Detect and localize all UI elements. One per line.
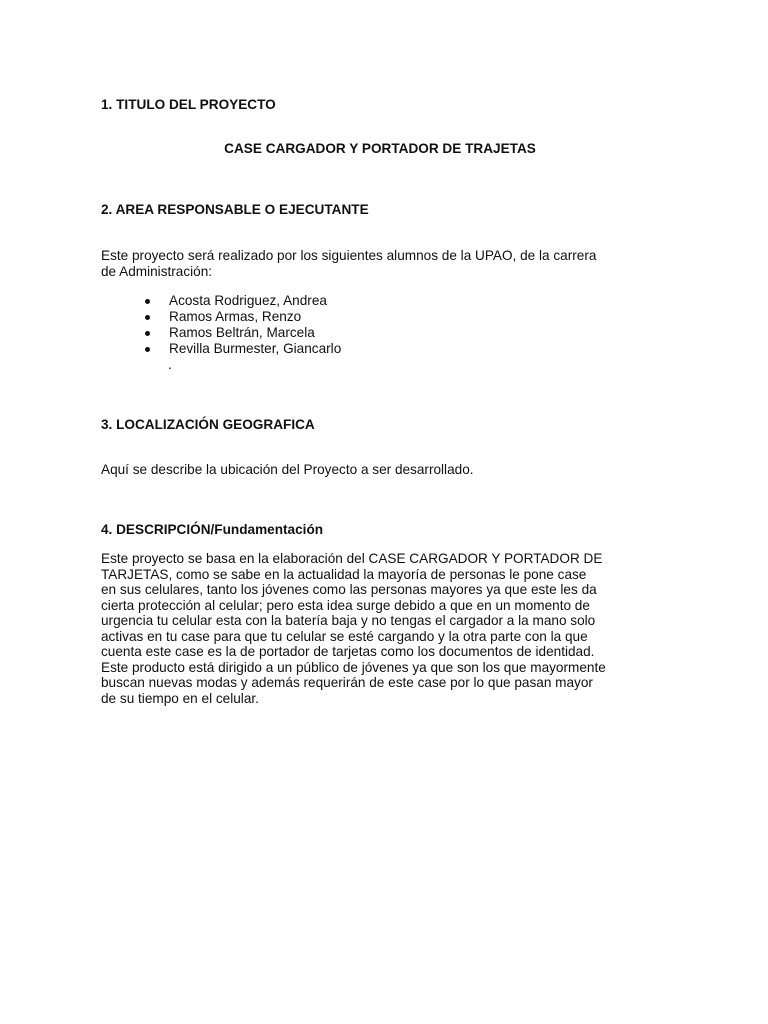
section-4-heading-bold: 4. DESCRIPCIÓN xyxy=(101,522,211,537)
paragraph-line: TARJETAS, como se sabe en la actualidad la mayoría de personas le pone case xyxy=(101,566,587,582)
paragraph-line: en sus celulares, tanto los jóvenes como las personas mayores ya que este les da xyxy=(101,582,597,597)
student-name: Ramos Armas, Renzo xyxy=(169,309,302,324)
paragraph-line: cuenta este case es la de portador de tarjetas como los documentos de identidad. xyxy=(101,644,595,659)
paragraph-line: de su tiempo en el celular. xyxy=(101,690,259,706)
section-2-heading: 2. AREA RESPONSABLE O EJECUTANTE xyxy=(101,202,369,217)
paragraph-line: urgencia tu celular esta con la batería baja y no tengas el cargador a la mano solo xyxy=(101,613,596,628)
paragraph-line: Este producto está dirigido a un público de jóvenes ya que son los que mayormente xyxy=(101,659,606,675)
student-name: Revilla Burmester, Giancarlo xyxy=(169,341,342,356)
students-list xyxy=(145,293,341,357)
student-item xyxy=(145,325,341,341)
bullet-icon xyxy=(145,331,150,336)
paragraph-line: cierta protección al celular; pero esta idea surge debido a que en un momento de xyxy=(101,597,590,613)
paragraph-line: activas en tu case para que tu celular se esté cargando y la otra parte con la que xyxy=(101,628,588,644)
student-item xyxy=(145,293,341,309)
bullet-icon xyxy=(145,347,150,352)
section-3-heading: 3. LOCALIZACIÓN GEOGRAFICA xyxy=(101,417,315,432)
intro-line: de Administración: xyxy=(101,263,213,279)
student-name: Ramos Beltrán, Marcela xyxy=(169,325,315,340)
section-4-paragraph xyxy=(101,551,671,706)
paragraph-line: buscan nuevas modas y además requerirán de este case por lo que pasan mayor xyxy=(101,675,593,690)
section-2-intro xyxy=(101,248,671,279)
section-4-heading-rest: /Fundamentación xyxy=(210,522,324,537)
section-1-heading: 1. TITULO DEL PROYECTO xyxy=(101,97,276,112)
project-title: CASE CARGADOR Y PORTADOR DE TRAJETAS xyxy=(224,141,536,156)
student-item xyxy=(145,309,341,325)
bullet-icon xyxy=(145,315,150,320)
section-4-heading xyxy=(101,522,323,538)
bullet-icon xyxy=(145,299,150,304)
student-item xyxy=(145,341,341,357)
trailing-dot: . xyxy=(168,357,172,372)
section-3-text: Aquí se describe la ubicación del Proyecto a ser desarrollado. xyxy=(101,462,474,477)
paragraph-line: Este proyecto se basa en la elaboración del CASE CARGADOR Y PORTADOR DE xyxy=(101,551,603,566)
intro-line: Este proyecto será realizado por los siguientes alumnos de la UPAO, de la carrera xyxy=(101,248,597,263)
student-name: Acosta Rodriguez, Andrea xyxy=(169,293,327,308)
